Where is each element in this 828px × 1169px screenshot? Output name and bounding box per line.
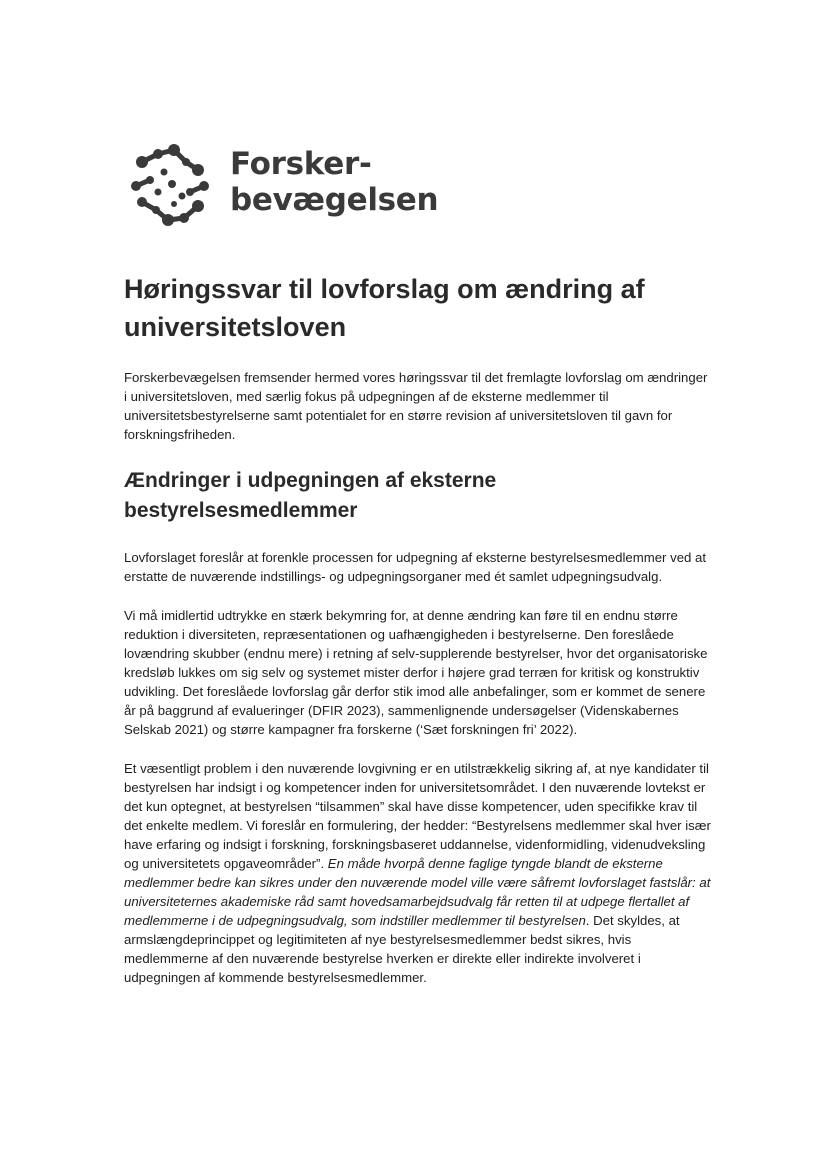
paragraph-3-start: Et væsentligt problem i den nuværende lovgivning er en utilstrækkelig sikring af, at nye kandidater til bestyrelsen har indsigt i og kompetencer inden for universitetsområdet. I den nuværende lovtekst er det kun optegnet, at bestyrelsen “tilsammen” skal have disse kompetencer, uden specifikke krav til det enkelte medlem. Vi foreslår en formulering, der hedder: “Bestyrelsens medlemmer skal hver især have erfaring og indsigt i forskning, forskningsbaseret uddannelse, videnformidling, videnudveksling og universitetets opgaveområder”. xyxy=(124,761,711,871)
section-paragraph-2: Vi må imidlertid udtrykke en stærk bekymring for, at denne ændring kan føre til en endnu større reduktion i diversiteten, repræsentationen og uafhængigheden i bestyrelserne. Den foreslåede lovændring skubber (endnu mere) i retning af selv-supplerende bestyrelser, hvor det organisatoriske kredsløb lukkes om sig selv og systemet mister derfor i højere grad terræn for kritisk og konstruktiv udvikling. Det foreslåede lovforslag går derfor stik imod alle anbefalinger, som er kommet de senere år på baggrund af evalueringer (DFIR 2023), sammenlignende undersøgelser (Videnskabernes Selskab 2021) og større kampagner fra forskerne (‘Sæt forskningen fri’ 2022). xyxy=(124,608,708,737)
section-heading: Ændringer i udpegningen af eksterne bestyrelsesmedlemmer xyxy=(124,469,497,522)
document-body xyxy=(124,270,714,1007)
logo xyxy=(128,140,439,230)
paragraph-3-italic: En måde hvorpå denne faglige tyngde blandt de eksterne medlemmer bedre kan sikres under den nuværende model ville være såfremt lovforslaget fastslår: at universiteternes akademiske råd samt hovedsamarbejdsudvalg får retten til at udpege flertallet af medlemmerne i de udpegningsudvalg, som indstiller medlemmer til bestyrelsen xyxy=(124,856,711,928)
logo-wordmark xyxy=(230,146,438,218)
molecule-network-icon xyxy=(128,140,218,230)
logo-line-1: Forsker- xyxy=(230,146,372,182)
section-paragraph-1: Lovforslaget foreslår at forenkle processen for udpegning af eksterne bestyrelsesmedlemmer ved at erstatte de nuværende indstillings- og udpegningsorganer med ét samlet udpegningsudvalg. xyxy=(124,550,707,584)
section-paragraph-3 xyxy=(124,759,714,987)
intro-paragraph: Forskerbevægelsen fremsender hermed vores høringssvar til det fremlagte lovforslag om ændringer i universitetsloven, med særlig fokus på udpegningen af de eksterne medlemmer til universitetsbestyrelserne samt potentialet for en større revision af universitetsloven til gavn for forskningsfriheden. xyxy=(124,370,708,442)
logo-line-2: bevægelsen xyxy=(230,182,439,218)
page-title: Høringssvar til lovforslag om ændring af universitetsloven xyxy=(124,274,645,342)
paragraph-3-end: . Det skyldes, at armslængdeprincippet og legitimiteten af nye bestyrelsesmedlemmer bedst sikres, hvis medlemmerne af den nuværende bestyrelse hverken er direkte eller indirekte involveret i udpegningen af kommende bestyrelsesmedlemmer. xyxy=(124,913,680,985)
